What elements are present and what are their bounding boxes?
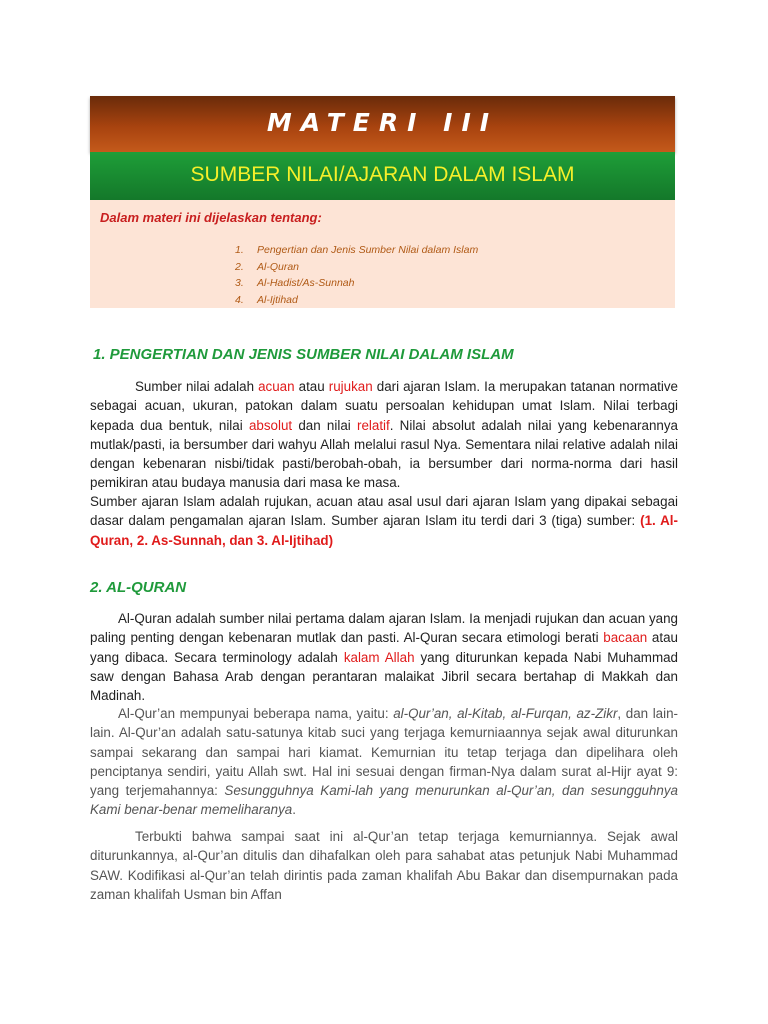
summary-item (235, 292, 478, 309)
highlight-relatif: relatif (356, 417, 390, 433)
text: . (292, 802, 296, 818)
text: yang diturunkan kepada Nabi Muhammad saw dengan Bahasa Arab dengan perantaran malaikat Jibril secara bertahap di Makkah dan Madinah. (90, 649, 678, 704)
summary-item-number: 2. (235, 260, 244, 273)
summary-item-label: Al-Hadist/As-Sunnah (257, 277, 355, 289)
highlight-bacaan: bacaan (603, 630, 648, 646)
summary-item-number: 4. (235, 293, 244, 306)
section-2-paragraph-1 (90, 609, 678, 705)
title-bar (90, 96, 675, 152)
section-1-paragraph-2 (90, 492, 678, 550)
section-1-heading: 1. PENGERTIAN DAN JENIS SUMBER NILAI DALAM ISLAM (93, 346, 514, 363)
text: Sumber ajaran Islam adalah rujukan, acuan atau asal usul dari ajaran Islam yang dipakai sebagai dasar dalam pengamalan ajaran Islam. Sumber ajaran Islam itu terdi dari 3 (tiga) sumber: (90, 494, 678, 529)
summary-list (235, 242, 478, 308)
section-2-paragraph-2 (90, 704, 678, 820)
chapter-header (90, 96, 675, 308)
highlight-rujukan: rujukan (328, 379, 373, 394)
subtitle-bar (90, 152, 675, 200)
text: . Nilai absolut adalah nilai yang kebenarannya mutlak/pasti, ia bersumber dari wahyu Allah melalui rasul Nya. Sementara nilai relative adalah nilai dengan kebenaran nisbi/tidak pasti/berobah-obah, ia bersumber dari norma-norma dari hasil pemikiran atau budaya manusia dari masa ke masa. (90, 417, 678, 491)
chapter-title: MATERI III (266, 108, 499, 137)
highlight-kalam-allah: kalam Allah (343, 649, 415, 665)
text: dan nilai (292, 417, 357, 433)
summary-intro: Dalam materi ini dijelaskan tentang: (100, 210, 322, 225)
text: dari ajaran Islam. Ia merupakan tatanan normative sebagai acuan, ukuran, patokan dalam suatu persoalan kehidupan umat Islam. Nilai terbagi kepada dua bentuk, nilai (90, 379, 678, 433)
quran-names: al-Qur’an, al-Kitab, al-Furqan, az-Zikr (393, 706, 618, 721)
section-1-paragraph-1 (90, 377, 678, 493)
summary-item-number: 1. (235, 244, 244, 256)
summary-item (235, 275, 478, 292)
highlight-acuan: acuan (258, 379, 295, 394)
summary-item-label: Pengertian dan Jenis Sumber Nilai dalam Islam (257, 244, 479, 256)
section-2-paragraph-3: Terbukti bahwa sampai saat ini al-Qur’an tetap terjaga kemurniannya. Sejak awal diturunkannya, al-Qur’an ditulis dan dihafalkan oleh para sahabat atas petunjuk Nabi Muhammad SAW. Kodifikasi al-Qur’an telah dirintis pada zaman khalifah Abu Bakar dan disempurnakan pada zaman khalifah Usman bin Affan (90, 829, 678, 902)
text: , dan lain-lain. Al-Qur’an adalah satu-satunya kitab suci yang terjaga kemurniaannya sejak awal diturunkan sampai sekarang dan sampai hari kiamat. Kemurnian itu tetap terjaga dan dipelihara oleh penciptanya sendiri, yaitu Allah swt. Hal ini sesuai dengan firman-Nya dalam surat al-Hijr ayat 9: yang terjemahannya: (90, 706, 679, 799)
text: Al-Qur’an mempunyai beberapa nama, yaitu: (118, 706, 394, 721)
text: atau yang dibaca. Secara terminology adalah (90, 630, 678, 665)
summary-panel (90, 200, 675, 308)
highlight-sources: (1. Al-Quran, 2. As-Sunnah, dan 3. Al-Ijtihad) (90, 513, 678, 548)
quran-quote: Sesungguhnya Kami-lah yang menurunkan al-Qur’an, dan sesungguhnya Kami benar-benar memeliharanya (90, 783, 678, 818)
summary-item (235, 259, 478, 276)
summary-item-number: 3. (235, 277, 244, 289)
chapter-subtitle: SUMBER NILAI/AJARAN DALAM ISLAM (190, 163, 575, 186)
highlight-absolut: absolut (248, 417, 293, 433)
text: atau (294, 379, 329, 394)
section-2-heading: 2. AL-QURAN (90, 579, 187, 596)
summary-item-label: Al-Quran (257, 260, 300, 273)
summary-item-label: Al-Ijtihad (257, 293, 298, 306)
summary-item (235, 242, 478, 259)
text: Al-Quran adalah sumber nilai pertama dalam ajaran Islam. Ia menjadi rujukan dan acuan yang paling penting dengan kebenaran mutlak dan pasti. Al-Quran secara etimologi berati (90, 611, 678, 646)
text: Sumber nilai adalah (135, 379, 259, 394)
